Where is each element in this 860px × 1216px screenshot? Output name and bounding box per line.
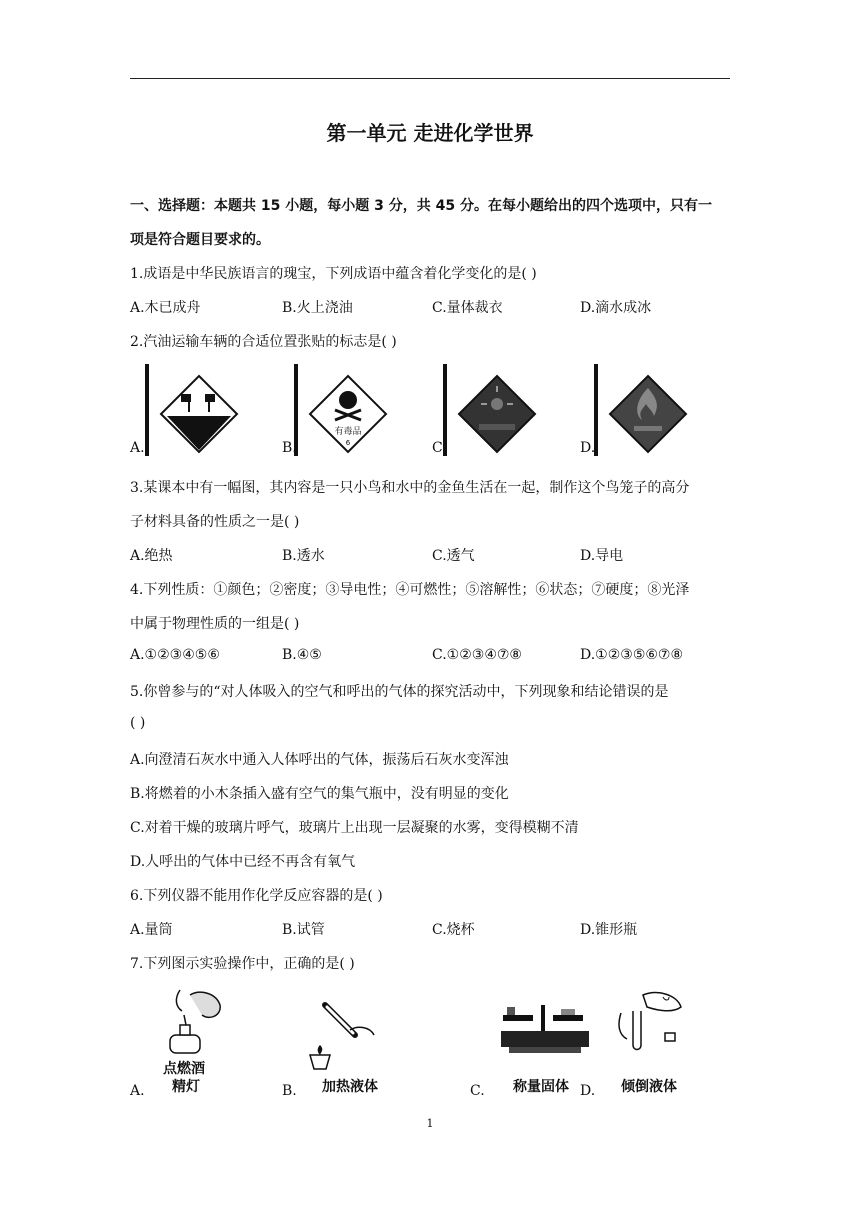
q6-option-b: B.试管 xyxy=(282,922,325,938)
q1-option-c: C.量体裁衣 xyxy=(432,300,503,316)
q2-label-b: B. xyxy=(282,440,297,456)
q3-option-b: B.透水 xyxy=(282,548,325,564)
q7-stem: 7.下列图示实验操作中，正确的是( ) xyxy=(130,956,355,972)
q1-option-a: A.木已成舟 xyxy=(130,300,201,316)
caption-a-line2: 精灯 xyxy=(172,1079,200,1095)
q2-label-a: A. xyxy=(130,440,145,456)
q6-option-a: A.量筒 xyxy=(130,922,173,938)
q1-option-b: B.火上浇油 xyxy=(282,300,353,316)
caption-a-line1: 点燃酒 xyxy=(163,1061,205,1077)
section-heading-line1: 一、选择题：本题共 15 小题，每小题 3 分，共 45 分。在每小题给出的四个选项中，只有一 xyxy=(130,198,712,214)
q5-option-b: B.将燃着的小木条插入盛有空气的集气瓶中，没有明显的变化 xyxy=(130,786,509,802)
q3-option-d: D.导电 xyxy=(580,548,624,564)
q5-option-a: A.向澄清石灰水中通入人体呼出的气体，振荡后石灰水变浑浊 xyxy=(130,752,509,768)
explosive-sign-image xyxy=(443,364,543,456)
q4-option-b: B.④⑤ xyxy=(282,647,322,663)
q3-stem-line1: 3.某课本中有一幅图，其内容是一只小鸟和水中的金鱼生活在一起，制作这个鸟笼子的高分 xyxy=(130,480,690,496)
q4-stem-line1: 4.下列性质：①颜色；②密度；③导电性；④可燃性；⑤溶解性；⑥状态；⑦硬度；⑧光泽 xyxy=(130,582,690,598)
corrosive-sign-image xyxy=(145,364,245,456)
flammable-sign-image xyxy=(594,364,694,456)
section-heading-line2: 项是符合题目要求的。 xyxy=(130,232,270,248)
q3-option-c: C.透气 xyxy=(432,548,475,564)
caption-d: 倾倒液体 xyxy=(621,1079,677,1095)
header-rule xyxy=(130,78,730,79)
q4-option-a: A.①②③④⑤⑥ xyxy=(130,647,220,663)
q6-option-c: C.烧杯 xyxy=(432,922,475,938)
caption-c: 称量固体 xyxy=(513,1079,569,1095)
caption-b: 加热液体 xyxy=(322,1079,378,1095)
q1-option-d: D.滴水成冰 xyxy=(580,300,652,316)
sign-b-text: 有毒品 xyxy=(334,427,362,437)
flame-icon xyxy=(608,374,688,454)
q2-stem: 2.汽油运输车辆的合适位置张贴的标志是( ) xyxy=(130,334,397,350)
explosive-icon xyxy=(457,374,537,454)
q5-option-d: D.人呼出的气体中已经不再含有氧气 xyxy=(130,854,356,870)
q7-label-d: D. xyxy=(580,1083,596,1099)
skull-icon xyxy=(308,374,388,454)
q2-label-c: C. xyxy=(432,440,447,456)
q7-label-a: A. xyxy=(130,1083,145,1099)
corrosive-icon xyxy=(159,374,239,454)
q1-stem: 1.成语是中华民族语言的瑰宝，下列成语中蕴含着化学变化的是( ) xyxy=(130,266,537,282)
toxic-sign-image xyxy=(294,364,394,456)
q2-label-d: D. xyxy=(580,440,596,456)
q5-stem-line2: ( ) xyxy=(130,715,146,731)
q4-option-d: D.①②③⑤⑥⑦⑧ xyxy=(580,647,684,663)
q7-label-c: C. xyxy=(470,1083,485,1099)
q5-option-c: C.对着干燥的玻璃片呼气，玻璃片上出现一层凝聚的水雾，变得模糊不清 xyxy=(130,820,579,836)
q3-option-a: A.绝热 xyxy=(130,548,173,564)
q4-stem-line2: 中属于物理性质的一组是( ) xyxy=(130,616,300,632)
q3-stem-line2: 子材料具备的性质之一是( ) xyxy=(130,514,300,530)
q7-label-b: B. xyxy=(282,1083,297,1099)
q5-stem-line1: 5.你曾参与的“对人体吸入的空气和呼出的气体的探究活动中，下列现象和结论错误的是 xyxy=(130,684,669,700)
sign-b-number: 6 xyxy=(345,439,351,447)
page-title: 第一单元 走进化学世界 xyxy=(326,121,534,145)
page-number: 1 xyxy=(426,1117,434,1130)
q4-option-c: C.①②③④⑦⑧ xyxy=(432,647,522,663)
q6-stem: 6.下列仪器不能用作化学反应容器的是( ) xyxy=(130,888,383,904)
q6-option-d: D.锥形瓶 xyxy=(580,922,638,938)
